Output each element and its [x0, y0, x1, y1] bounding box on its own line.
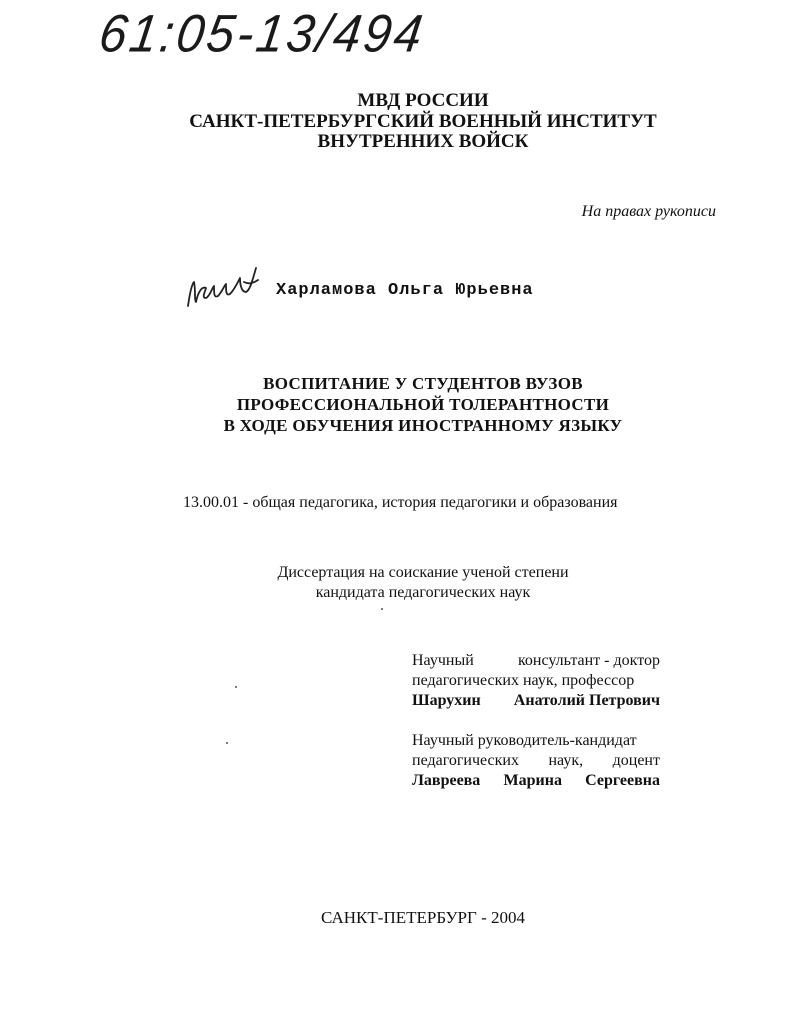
author-row: [184, 262, 604, 314]
supervisor-patronymic: Сергеевна: [585, 772, 660, 789]
org-line-1: МВД РОССИИ: [357, 90, 489, 111]
author-name: Харламова Ольга Юрьевна: [276, 281, 534, 300]
consultant-role-rest: консультант - доктор: [517, 652, 660, 669]
supervisor-degree-a: педагогических: [412, 752, 519, 769]
supervisor-block: [412, 731, 660, 791]
degree-line-2: кандидата педагогических наук: [315, 584, 531, 601]
consultant-block: [412, 651, 660, 711]
title-line-1: ВОСПИТАНИЕ У СТУДЕНТОВ ВУЗОВ: [263, 374, 583, 393]
supervisor-degree-c: доцент: [612, 752, 660, 769]
specialty-code: 13.00.01 - общая педагогика, история педагогики и образования: [183, 494, 618, 511]
supervisor-degree-b: наук,: [548, 752, 584, 769]
title-line-3: В ХОДЕ ОБУЧЕНИЯ ИНОСТРАННОМУ ЯЗЫКУ: [223, 416, 623, 435]
consultant-degree: педагогических наук, профессор: [412, 672, 635, 689]
supervisor-surname: Лавреева: [412, 772, 481, 789]
scan-speck: [235, 686, 237, 688]
degree-line-1: Диссертация на соискание ученой степени: [277, 564, 569, 581]
archive-code-stamp: 61:05-13/494: [95, 5, 429, 64]
consultant-given-names: Анатолий Петрович: [513, 692, 660, 709]
signature-icon: [184, 262, 274, 314]
scan-speck: [226, 742, 228, 744]
org-line-2: САНКТ-ПЕТЕРБУРГСКИЙ ВОЕННЫЙ ИНСТИТУТ: [189, 111, 657, 132]
supervisor-role: Научный руководитель-кандидат: [412, 732, 637, 749]
city-year: САНКТ-ПЕТЕРБУРГ - 2004: [321, 908, 525, 927]
scan-speck: [381, 608, 383, 610]
org-line-3: ВНУТРЕННИХ ВОЙСК: [317, 131, 529, 152]
consultant-role-word: Научный: [412, 652, 474, 669]
title-line-2: ПРОФЕССИОНАЛЬНОЙ ТОЛЕРАНТНОСТИ: [236, 395, 610, 414]
supervisor-first-name: Марина: [503, 772, 562, 789]
consultant-surname: Шарухин: [412, 692, 481, 709]
manuscript-rights-note: На правах рукописи: [581, 203, 716, 220]
